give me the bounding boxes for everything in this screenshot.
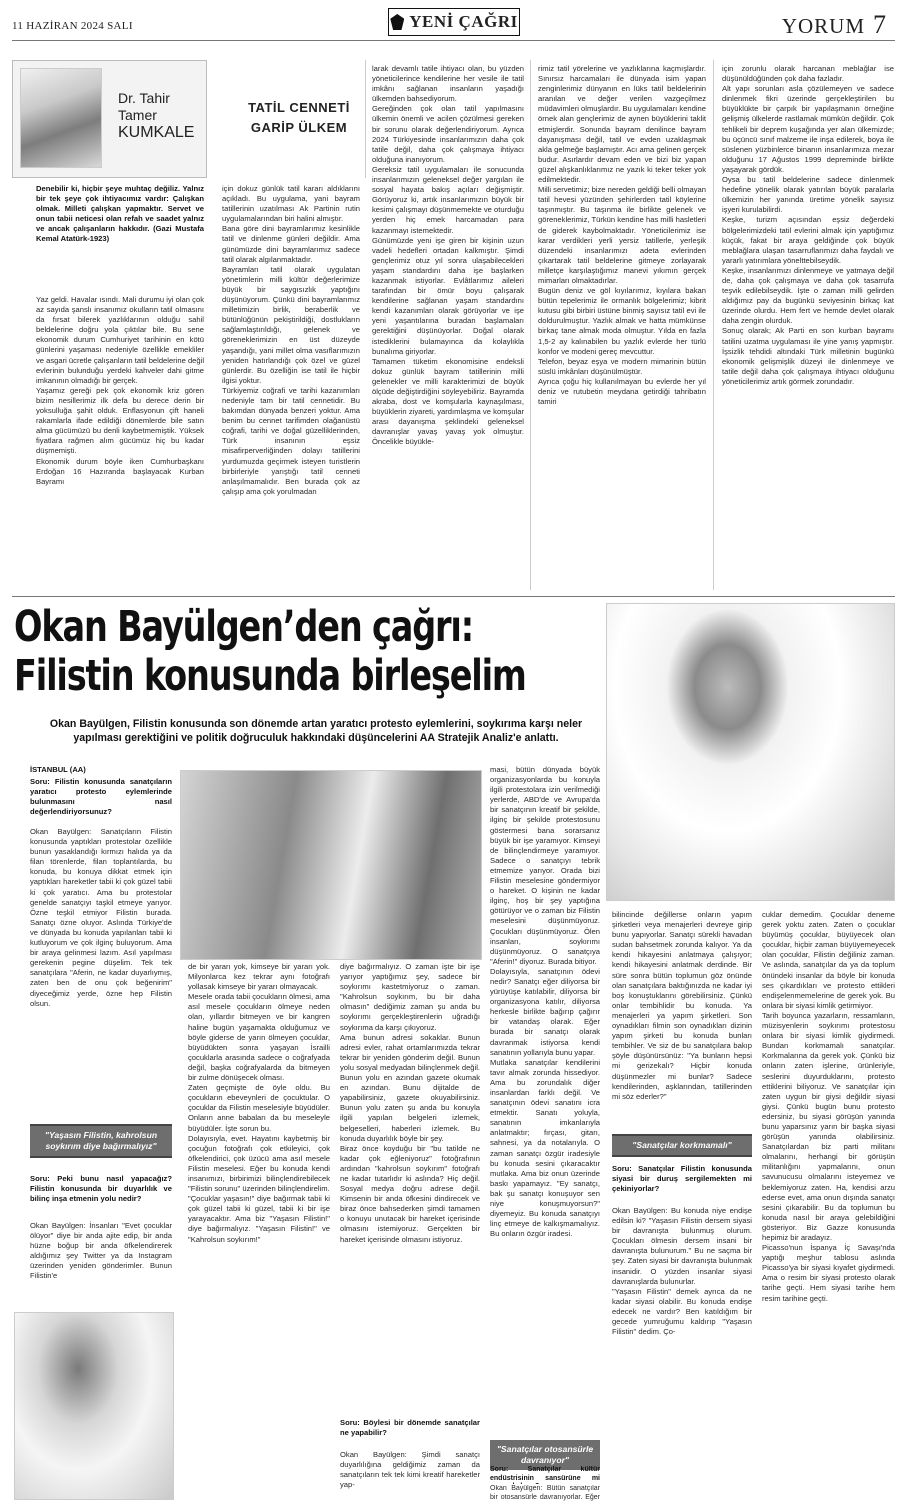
columnist-last-name: KUMKALE (118, 124, 195, 141)
issue-date: 11 HAZİRAN 2024 SALI (12, 20, 133, 32)
column-text-col1: Yaz geldi. Havalar ısındı. Mali durumu iyi olan çok az sayıda şanslı insanımız okulların tatil olmasını da fırsat bilerek yazlıklarının olduğu sahil beldelerine doğru yola çıktılar bile. Bu sene ekonomik durum Cumhuriyet tarihinin en kötü günlerini yaşaması nedeniyle özellikle emekliler ve asgari ücretle çalışanların tatil beldelerine değil evlerinin bulunduğu yerdeki kahveler dahi gitme imkanının olmadığı bir gerçek. Yaşamız gereği pek çok ekonomik kriz gören bizim nesillerimiz ilk defa bu derece derin bir yoksulluğa şahit olduk. Enflasyonun çift haneli rakamlarla ifade edildiği dönemlerde bile satın alma gücümüzü bu denli kaybetmemiştik. Yüksek fiyatlara rağmen alım gücümüz hiç bu kadar düşmemişti. Ekonomik durum böyle iken Cumhurbaşkanı Erdoğan 16 Hazıranda başlayacak Kurban Bayramı (36, 295, 204, 486)
section-heading (782, 10, 887, 40)
pull-quote-3: "Sanatçılar otosansürle davranıyor" (490, 1440, 600, 1470)
newspaper-logo[interactable] (388, 8, 520, 36)
article-text-col3: diye bağırmalıyız. O zaman işte bir işe yarıyor yaptığımız şey, sadece bir soykırımı kastetmiyoruz o zaman. "Kahrolsun soykırım, bu bir daha olmasın" dediğimiz zaman şu anda bu soykırımı gerçekleştirenlerin uğradığı soykırıma da karşı çıkıyoruz. Ama bunun adresi sokaklar. Bunun adresi evler, rahat ortamlarımızda tekrar tekrar bir yeniden gönderim değil. Bunun yolu sosyal medyadan bilinçlenmek değil. Bunun yolu en azından gazete okumak en azından. Bunu dijitalde de yapabilirsiniz, gazete okuyabilirsiniz. Bunun yolu zaten şu anda bu konuyla ilgili yapılan belgeleri izlemek, belgeselleri, haberleri izlemek. Bu konuda duyarlılık böyle bir şey. Biraz önce koyduğu bir "bu tatilde ne kadar çok eğleniyoruz" fotoğrafının ardından "kahrolsun soykırım" fotoğrafı ne kadar tutarlıdır ki aslında? Hiç değil. Sosyal medya doğru adrese değil. Kimsenin bir anda öfkesini dindirecek ve biraz önce bahsederken şimdi tamamen o konuyu unutacak bir hareket içerisinde olmasını istemiyoruz. Gerçekten bir hareket içerisinde olmasını istiyoruz. (340, 962, 480, 1244)
question-1: Soru: Filistin konusunda sanatçıların yaratıcı protesto eylemlerinde bulunmasını nasıl değerlendiriyorsunuz? (30, 777, 172, 817)
column-title (248, 98, 350, 138)
answer-2: Okan Bayülgen: İnsanları "Evet çocuklar ölüyor" diye bir anda ajite edip, bir anda hüzne boğup bir anda öfkelendirerek aldığımız şey Twitter ya da Instagram üzerinden yeniden gönderimler. Bunun Filistin'e (30, 1221, 172, 1281)
headline-line2: Filistin konusunda birleşelim (14, 651, 526, 701)
section-rule (12, 596, 895, 597)
columnist-name (118, 90, 208, 141)
question-2: Soru: Peki bunu nasıl yapacağız? Filistin konusunda bir duyarlılık ve bilinç inşa etmenin yolu nedir? (30, 1174, 172, 1204)
header-rule (12, 40, 895, 41)
pull-quote-1: "Yaşasın Filistin, kahrolsun soykırım diye bağırmalıyız" (30, 1124, 172, 1158)
question-4: Soru: Sanatçılar kültür endüstrisinin sansürüne mi (490, 1466, 600, 1482)
columnist-title: Dr. Tahir (118, 90, 170, 106)
article-text-col6: cuklar demedim. Çocuklar deneme gerek yoktu zaten. Zaten o çocuklar büyümüş çocuklar, büyüyecek olan çocuklar, hiçbir zaman büyüyemeyecek olan çocuklar, Filistin değiliniz zaman. Ve aslında, sanatçılar da ya da toplum önündeki insanlar da böyle bir konuda ses çıkardıkları ve protesto ettikleri endişelenmemelerine de gerek yok. Bu onlara bir siyasi kimlik getirmiyor. Tarih boyunca yazarların, ressamların, müzisyenlerin soykırımı protestosu onlara bir siyasi kimlik giydirmedi. Bundan korkmamalı sanatçılar. Korkmalarına da gerek yok. Çünkü biz onların zaten işlerine, ürünleriyle, seslerini duyurduklarını, protesto ettiklerini biliyoruz. Ve sanatçılar için zaten uygun bir giysi değildir siyasi giysi. Çünkü bugün bunu protesto edersiniz, bu siyasi görüşün yanında bunu yaparsınız yarın bir başka siyasi görüşün yanında olabilirsiniz. Sanatçılardan biz parti militanı olmalarını, herhangi bir görüşün militanlığını yapmalarını, onun savunucusu olmalarını isteyemez ve beklemiyoruz zaten. Ha, kendisi arzu ederse evet, ama onun dışında sanatçı sesini çıkarabilir. Bu da toplumun bu konuda nasıl bir araya gelebildiğini gösteriyor. Biz Gazze konusunda hepimiz bir aradayız. Picasso'nun İspanya İç Savaşı'nda yaptığı meşhur tablosu aslında Picasso'ya bir siyasi kıyafet giydirmedi. Ama o resim bir siyasi protesto olarak tarihe geçti. Hem siyasi tarihe hem resim tarihine geçti. (762, 910, 895, 1303)
question-5: Soru: Sanatçılar Filistin konusunda siyasi bir duruş sergilemekten mi çekiniyorlar? (612, 1164, 752, 1194)
column-text-col2: için dokuz günlük tatil kararı aldıklarını açıkladı. Bu uygulama, yani bayram tatillerinin uzatılması Ak Partinin rutin uygulamalarından biri halini almıştır. Bana göre dini bayramlarımız kesinlikle tatil ve dinlenme günleri değildir. Ama günümüzde dini bayramlarımız sadece tatil olarak algılanmaktadır. Bayramları tatil olarak uygulatan yönetimlerin milli kültür değerlerimize büyük bir saygısızlık yaptığını düşünüyorum. Çünkü dini bayramlarımız milletimizin birlik, beraberlik ve bütünlüğünün pekiştirildiği, dostlukların sağlamlaştırıldığı, gelenek ve göreneklerimizin en üst düzeyde yaşandığı, yani millet olma vasıflarımızın yeniden hatırlandığı çok özel ve güzel günlerdir. Bu özelliğin ise tatil ile hiçbir ilgisi yoktur. Türkiyemiz coğrafi ve tarihi kazanımları nedeniyle tam bir tatil cennetidir. Bu bakımdan dünyada benzeri yoktur. Ama benim bu cennet tarifimden olağanüstü coğrafi, tarihi ve doğal güzelliklerinden, Türk insanının eşsiz misafirperverliğinden dolayı tatillerini yurdumuzda geçirmek isteyen turistlerin birbirleriyle yarıştığı tatil cenneti anlaşılmamalıdır. Ben burada çok az çalışıp ama çok yorulmadan (222, 184, 360, 496)
article-lede: Okan Bayülgen, Filistin konusunda son dönemde artan yaratıcı protesto eylemlerini, soykırıma karşı neler yapılması gerektiğini ve politik doğruculuk hakkındaki düşüncelerini AA Stratejik Analiz'e anlattı. (49, 718, 583, 744)
article-text-col4: masi, bütün dünyada büyük organizasyonlarda bu konuyla ilgili protestolara izin verilmediği yerlerde, ABD'de ve Avrupa'da bir sanatçının kreatif bir şekilde, ilginç bir şekilde protestosunu göstermesi bana sorarsanız büyük bir işe yaramıyor. Kimseyi de bilinçlendirmeye yaramıyor. Sadece o sanatçıyı tebrik etmemize yarıyor. Orada bizi Filistin meselesine göndermiyor o hareket. O kişinin ne kadar ilginç, hoş bir şey yaptığına götürüyor ve o zaman biz Filistin meselesini düşünmüyoruz. Çocukları düşünmüyoruz. Ölen insanları, soykırımı düşünmüyoruz. O sanatçıya "Aferin!" diyoruz. Burada bitiyor. Dolayısıyla, sanatçının ödevi nedir? Sanatçı eğer diliyorsa bir yürüyüşe katılabilir, diliyorsa bir organizasyona katılır, diliyorsa herkesle birlikte bağırıp çağırır bir vatandaş olarak. Eğer burada bir sanatçı olarak davranmak istiyorsa kendi sanatının yollarıyla bunu yapar. Mutlaka sanatçılar kendilerini tavır almak zorunda hissediyor. Ama bu zorundalık diğer insanlardan farklı değil. Ve sanatçının ödevi sanatını icra etmektir. Sanatı yoluyla, sanatının imkanlarıyla anlatmaktır; fırçası, gitarı, sahnesi, ya da notalarıyla. O zaman sanatçı özgür iradesiyle bu konuda sesini çıkaracaktır mutlaka. Ama biz onun üzerinde baskı yapamayız. "Ey sanatçı, bak şu sanatçı konuşuyor sen niye konuşmuyorsun?" diyemeyiz. Bu konuda sanatçıyı linç etmeye de kalkışmamalıyız. Bu onların özgür iradesi. (490, 765, 600, 1239)
answer-1: Okan Bayülgen: Sanatçıların Filistin konusunda yaptıkları protestolar özellikle bunun yasaklandığı kırmızı halıda ya da filan törenlerde, filan toplantılarda, bu konuda, bu konuya dikkat etmek için yaptıkları hareketler tabii ki çok güzel tabii ki çok yaratıcı. Ama bu protestolar genelde sanatçıyı taşkil etmeye yarıyor. Özne teşkil etmiyor Filistin burada. Sanatçı özne oluyor. Aslında Türkiye'de ve dünyada bu konuda yapılanları tabii ki kutluyorum ve çok ilginç buluyorum. Ama bir araya gelinmesi lazım. Asıl yapılması gerekenin pegine düşelim. Tek tek sanatçılara "Aferin, ne kadar duyarlıymış, zaten ben de onu çok beğenirim" diyeceğimiz yerde, özne hep Filistin olsun. (30, 827, 172, 1008)
divider (713, 60, 714, 590)
headline-line1: Okan Bayülgen’den çağrı: (14, 602, 473, 652)
page-number: 7 (873, 10, 887, 39)
logo-text: YENİ ÇAĞRI (409, 12, 518, 31)
dateline: İSTANBUL (AA) (30, 765, 86, 774)
column-text-col5: için zorunlu olarak harcanan meblağlar ise düşünüldüğünden çok daha fazladır. Alt yapı sorunları asla çözülemeyen ve sadece dinlenmek fikri üzerinde gerçekleştirilen bu büyüklükte bir çarpık bir yapılaşmanın örneğine gelişmiş ülkelerde rastlamak mümkün değildir. Çok tehlikeli bir deprem kuşağında yer alan ülkemizde; bu üçüncü sınıf malzeme ile inşa edilerek, boya ile süslenen yüzbinlerce binanın insanlarımıza mezar olduğunu 17 Ağustos 1999 depreminde birlikte yaşayarak gördük. Oysa bu tatil beldelerine sadece dinlenmek hedefine yönelik olarak yatırılan büyük paralarla ülkemizin her yanında üretime yönelik sayısız işyeri kurulabilirdi. Keşke, turizm açısından eşsiz değerdeki bölgelerimizdeki tatil evlerini almak için yaptığımız küçük, fakat bir araya geldiğinde çok büyük meblağlara ulaşan tasarruflarımızı daha faydalı ve yararlı yatırımlara yönelttebilseydik. Keşke, insanlarımızı dinlenmeye ve yatmaya değil de, daha çok çalışmaya ve daha çok tasarrufa teşvik edilebilseydik. İşte o zaman milli gelirden aldığımız pay da bugünkü seviyesinin birkaç kat üzerinde olurdu. Hem fert ve hemde devlet olarak daha zengin olurduk. Sonuç olarak; Ak Parti en son kurban bayramı tatilini uzatma uygulaması ile yine yanış yapmıştır. İşsizlik tehdidi altındaki Türk milletinin bugünkü ekonomik gelişmişlik düzeyi ile dinlenmeye ve tatile değil daha çok çalışmaya ihtiyacı olduğunu yöneticilerimiz artık görmek zorundadır. (722, 64, 894, 386)
column-text-col3: larak devamlı tatile ihtiyacı olan, bu yüzden yöneticilerince kendilerine her vesile ile tatil imkânı sağlanan insanların yaşadığı ülkemden bahsediyorum. Gereğinden çok olan tatil yapılmasını ülkemin önemli ve acilen çözülmesi gereken bir sorunu olarak değerlendiriyorum. Ayrıca 2024 Türkiyesinde insanlarımızın daha çok tatile değil, daha çok çalışmaya ihtiyacı olduğuna inanıyorum. Gereksiz tatil uygulamaları ile sonucunda insanlarımızın geleneksel değer yargıları ile sosyal hayata bakış açıları değişmiştir. Görüyoruz ki, artık insanlarımızın büyük bir kesimi çalışmayı düşünmemekte ve oturduğu yerden hiç emek harcamadan para kazanmayı istemektedir. Günümüzde yeni işe giren bir kişinin uzun vadeli hedefleri ortadan kalkmıştır. Şimdi gençlerimiz otuz yıl sonra ulaşabilecekleri yaşam standardını daha işe başlarken kazanmak istiyorlar. Evlâtlarımız aileleri tarafından bir ömür boyu çalışarak kendilerine sağlanan yaşam standardını kendi kazanımları olarak görüyorlar ve işe yeni yaşantılarına buradan başlamaları gerektiğini düşünüyorlar. Doğal olarak istediklerini bulamayınca da kolaylıkla bunalıma giriyorlar. Tamamen tüketim ekonomisine endeksli dokuz günlük bayram tatillerinin milli gelenekler ve milli karakterimizi de büyük ölçüde değiştirdiğini söyleyebiliriz. Bayramda akraba, dost ve komşularla kaynaşılması, büyüklerin ziyareti, yardımlaşma ve komşular arası dayanışma şeklindeki geleneksel davranışlar yavaş yavaş yok olmuştur. Öncelikle büyükle- (372, 64, 524, 447)
column-title-line2: GARİP ÜLKEM (250, 120, 348, 135)
pull-quote-4: "Sanatçılar korkmamalı" (612, 1134, 752, 1157)
question-3: Soru: Böylesi bir dönemde sanatçılar ne yapabilir? (340, 1418, 480, 1438)
divider (530, 60, 531, 590)
answer-4: Okan Bayülgen: Bütün sanatçılar bir otosansürle davranıyorlar. Eğer (490, 1485, 600, 1501)
article-text-col5: bilincinde değillerse onların yapım şirketleri veya menajerleri devreye girip bunu yapıyorlar. Sanatçı sürekli havadan sudan bahsetmek zorunda kalıyor. Ya da kendi hikayesini anlatmaya çalışıyor; kendi hikayesini anlatmak derdinde. Bir süre sonra bütün toplumun göz önünde olan sanatçılara baktığınızda ne kadar iyi boş konuştuklarını görebilirsiniz. Çünkü onlar tembihlidir bu konuda. Ya menajerleri ya yapım şirketleri. Son oynadıkları filmin son oynadıkları dizinin yapım şirketi bu konuda bunları tembihler. Ve siz de bu sanatçılara bakıp şöyle düşünürsünüz: "Ya bunların hepsi mi gerizekalı? Hiçbir konuda düşünmezler mi bunlar? Sadece kendilerinden, aşklarından, tatillerinden mi söz ederler?" (612, 910, 752, 1101)
article-text-col2: de bir yararı yok, kimseye bir yararı yok. Milyonlarca kez tekrar aynı fotoğrafı yollasak kimseye bir yararı olmayacak. Mesele orada tabii çocukların ölmesi, ama asıl mesele çocukların ölmeye neden olan, yıllardır bitmeyen ve bir kangren haline bugün yaşamakta olduğumuz ve böyle giderse de yarın ölmeyen çocuklar, büyüdükten sonra yaşayan İsrailli çocuklarla arasında sadece o coğrafyada değil, başka coğrafyalarda da bitmeyen bir zulme dönüşecek olması. Zaten geçmişte de öyle oldu. Bu çocukların ebeveynleri de çocuktular. O çocuklar da Filistin meselesiyle büyüdüler. Onların anne babaları da bu meseleyle büyüdüler. İşte sorun bu. Dolayısıyla, evet. Hayatını kaybetmiş bir çocuğun fotoğrafı çok etkileyici, çok öfkelendirici, çok üzücü ama asıl mesele Filistin meselesi. Eğer bu konuda kendi insanımızı, birbirimizi bilinçlendirebilecek "Filistin sorunu" üzerinden bilinçlendirelim. "Çocuklar yaşasın!" diye bağırmak tabii ki çok güzel tabii ki güzel, tabii ki bir işe yarayacaktır. Ama biz "Yaşasın Filistin!" diye bağırmalıyız. "Yaşasın Filistin!" ve "Kahrolsun soykırım!" (188, 962, 330, 1244)
logo-emblem-icon (390, 14, 404, 30)
column-text-col4: rimiz tatil yörelerine ve yazlıklarına kaçmışlardır. Sınırsız harcamaları ile dünyada isim yapan zenginlerimiz dünyanın en lüks tatil beldelerinin aranılan ve değer verilen vazgeçilmez müdavimleri olmuşlardır. Bu uygulamaları kendine örnek alan gençlerimiz de aynen büyüklerini taklit etmişlerdir. Sonunda bayram denilince bayram dayanışması değil, tatil ve evden uzaklaşmak akla gelmeğe başlamıştır. Acı ama gelinen gerçek budur. Asırlardır devam eden ve bizi biz yapan güzel alışkanlıklarımız ne yazık ki teker teker yok edilmektedir. Milli servetimiz; bize nereden geldiği belli olmayan tatil hevesi yüzünden şehirlerden tatil köylerine taşınmıştır. Bu taşınma ile birlikte gelenek ve göreneklerimiz, Türkün kendine has milli hasletleri de giderek kaybolmaktadır. Yöneticilerimiz ise karar verdikleri yerli yersiz tatillerle, yerleşik düzendeki insanlarımızı adeta evlerinden çıkartarak tatil beldelerine gitmeye zorlayarak milletçe karşılaştığımız manevi yıkımın gerçek mimarları olmaktadırlar. Bugün deniz ve göl kıyılarımız, kıyılara bakan bütün tepelerimiz ile ormanlık bölgelerimiz; kibrit kutusu gibi birbiri üstüne binmiş sayısız tatil evi ile doldurulmuştur. Yazlık almak ve hatta mümkünse birkaç tane almak moda olmuştur. Yılda en fazla 1,5-2 ay kalınabilen bu yazlık evlerde her türlü konfor ve modeni gereç mevcuttur. Telefon, beyaz eşya ve modern mimarinin bütün süslü imkânları düşünülmüştür. Ayrıca çoğu hiç kullanılmayan bu evlerde her yıl deniz ve rutubetin meydana getirdiği tahribatın tamiri (538, 64, 706, 407)
section-name: YORUM (781, 14, 865, 38)
bottom-portrait-photo (14, 1312, 174, 1500)
divider (365, 60, 366, 178)
main-portrait-photo (606, 603, 895, 901)
columnist-first-name: Tamer (118, 107, 157, 123)
article-headline (14, 602, 526, 701)
answer-3: Okan Bayülgen: Şimdi sanatçı duyarlılığına geldiğimiz zaman da sanatçıların tek tek kimi kreatif hareketler yap- (340, 1450, 480, 1490)
answer-5: Okan Bayülgen: Bu konuda niye endişe edilsin ki? "Yaşasın Filistin dersem siyasi bir davranışta bulunmuş olurum. Çocukları ölmesin dersem insani bir davranışta bulunurum." Bu ne saçma bir şey. Zaten siyasi bir davranışta bulunmak insanidir. O yüzden insanlar siyasi davranışlarda bulunurlar. "Yaşasın Filistin" demek ayrıca da ne kadar siyasi olabilir. Bu konuda endişe edecek ne vardır? Ben katıldığım bir gecede yumruğumu kaldırıp "Yaşasın Filistin" dedim. Ço- (612, 1206, 752, 1337)
columnist-photo (20, 68, 102, 168)
column-title-line1: TATİL CENNETİ (248, 100, 350, 115)
interview-photo (180, 770, 482, 960)
column-quote: Denebilir ki, hiçbir şeye muhtaç değiliz. Yalnız bir tek şeye çok ihtiyacımız vardır: Çalışkan olmak. Milleti çalışkan yapmaktır. Servet ve onun tabii neticesi olan refah ve saadet yalnız ve ancak çalışanların hakkıdır. (Gazi Mustafa Kemal Atatürk-1923) (36, 184, 204, 244)
